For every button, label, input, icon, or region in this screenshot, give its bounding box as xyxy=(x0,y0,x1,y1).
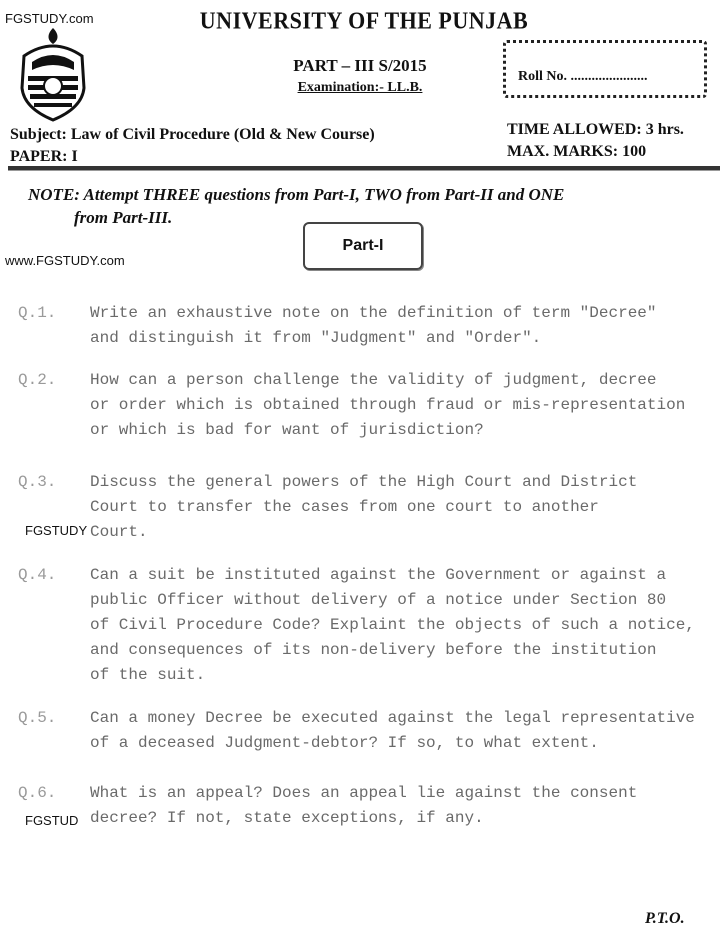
question-line: Can a suit be instituted against the Government or against a xyxy=(90,566,667,584)
question-line: of the suit. xyxy=(90,666,206,684)
header-divider xyxy=(8,166,720,171)
note-line-1: NOTE: Attempt THREE questions from Part-I, TWO from Part-II and ONE xyxy=(28,185,565,204)
question-line: or order which is obtained through fraud or mis-representation xyxy=(90,396,686,414)
question-number: Q.4. xyxy=(18,566,57,584)
university-crest-logo xyxy=(14,26,92,122)
watermark-q3: FGSTUDY xyxy=(25,523,88,538)
question-number: Q.6. xyxy=(18,784,57,802)
question-line: Write an exhaustive note on the definition of term "Decree" xyxy=(90,304,657,322)
paper: PAPER: I xyxy=(10,148,78,165)
note-line-2: from Part-III. xyxy=(74,208,173,227)
question-line: Can a money Decree be executed against the legal representative xyxy=(90,709,695,727)
question-text xyxy=(90,301,657,351)
question-text xyxy=(90,781,637,831)
please-turn-over: P.T.O. xyxy=(645,910,685,927)
question-line: Discuss the general powers of the High Court and District xyxy=(90,473,638,491)
roll-number-box xyxy=(503,40,707,98)
question-line: of Civil Procedure Code? Explaint the objects of such a notice, xyxy=(90,616,695,634)
question-number: Q.5. xyxy=(18,709,57,727)
question-text xyxy=(90,706,695,756)
question-text xyxy=(90,563,695,688)
watermark-left: www.FGSTUDY.com xyxy=(5,253,125,268)
instructions-note xyxy=(28,183,564,229)
watermark-top: FGSTUDY.com xyxy=(5,11,94,26)
question-number: Q.2. xyxy=(18,371,57,389)
question-line: or which is bad for want of jurisdiction? xyxy=(90,421,484,439)
question-line: Court. xyxy=(90,523,148,541)
question-line: How can a person challenge the validity of judgment, decree xyxy=(90,371,657,389)
university-title: UNIVERSITY OF THE PUNJAB xyxy=(199,6,529,35)
part-year: PART – III S/2015 xyxy=(293,56,427,75)
question-text xyxy=(90,470,637,545)
section-label-part-1: Part-I xyxy=(303,222,423,270)
question-line: Court to transfer the cases from one court to another xyxy=(90,498,599,516)
question-line: public Officer without delivery of a notice under Section 80 xyxy=(90,591,667,609)
max-marks: MAX. MARKS: 100 xyxy=(507,143,647,160)
question-number: Q.3. xyxy=(18,473,57,491)
question-line: decree? If not, state exceptions, if any. xyxy=(90,809,484,827)
question-line: and distinguish it from "Judgment" and "Order". xyxy=(90,329,542,347)
question-line: and consequences of its non-delivery before the institution xyxy=(90,641,657,659)
examination-label: Examination:- LL.B. xyxy=(297,80,423,95)
question-line: of a deceased Judgment-debtor? If so, to what extent. xyxy=(90,734,599,752)
subject: Subject: Law of Civil Procedure (Old & New Course) xyxy=(10,126,375,143)
time-allowed: TIME ALLOWED: 3 hrs. xyxy=(507,121,684,138)
question-number: Q.1. xyxy=(18,304,57,322)
watermark-q6: FGSTUD xyxy=(25,813,79,828)
roll-number-label: Roll No. ...................... xyxy=(518,69,648,84)
question-text xyxy=(90,368,685,443)
question-line: What is an appeal? Does an appeal lie against the consent xyxy=(90,784,638,802)
